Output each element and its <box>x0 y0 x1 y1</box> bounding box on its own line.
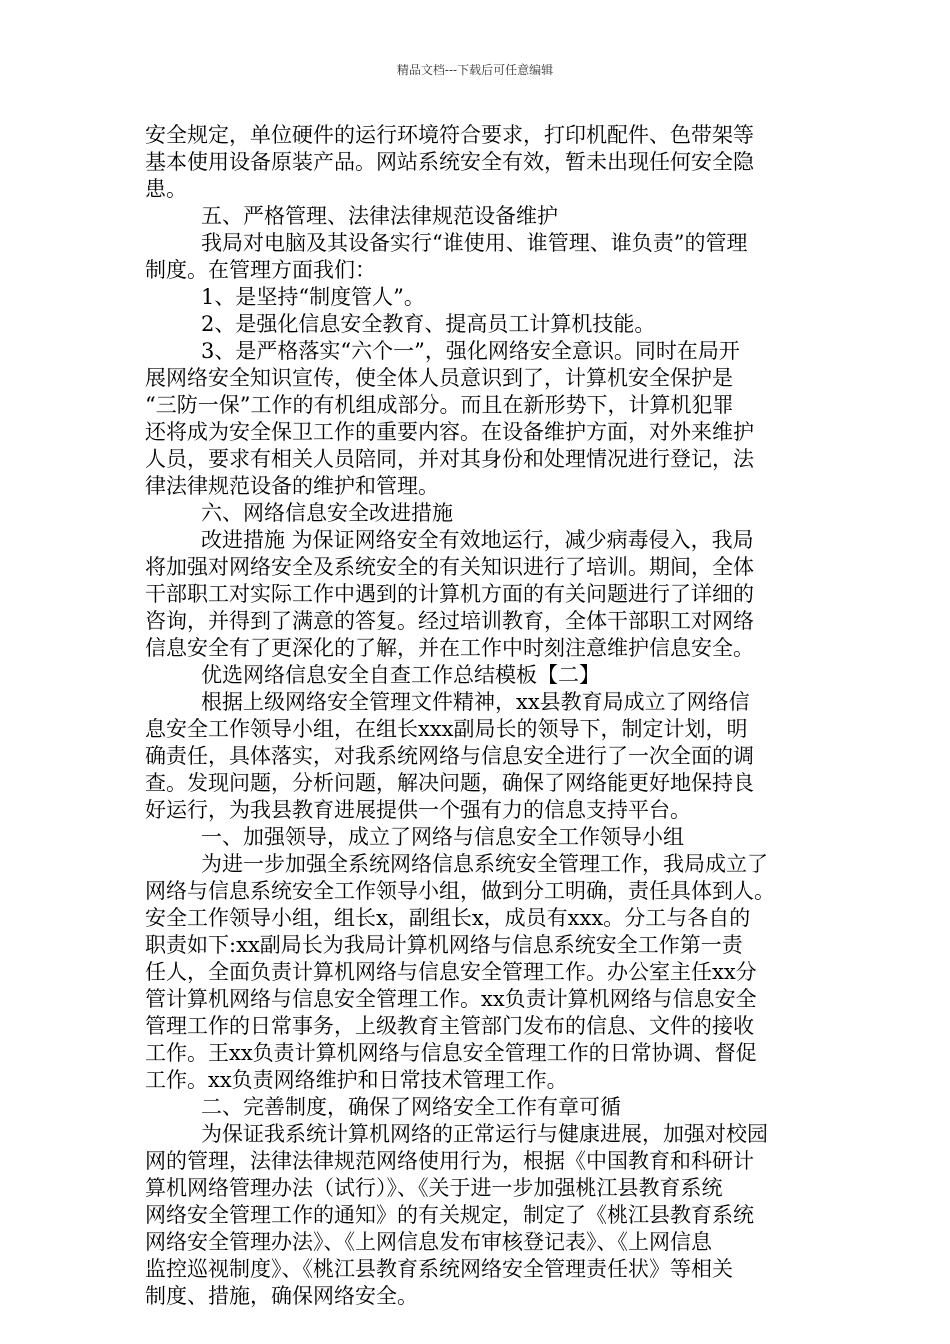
page-header: 精品文档---下载后可任意编辑 <box>396 63 554 77</box>
text-line: 工作。王xx负责计算机网络与信息安全管理工作的日常协调、督促 <box>145 1041 757 1065</box>
text-line: 五、严格管理、法律法律规范设备维护 <box>201 204 558 228</box>
text-line: 律法律规范设备的维护和管理。 <box>145 474 439 498</box>
text-line: 优选网络信息安全自查工作总结模板【二】 <box>201 663 600 687</box>
text-line: 我局对电脑及其设备实行“谁使用、谁管理、谁负责”的管理 <box>201 231 748 255</box>
text-line: 患。 <box>145 177 187 201</box>
text-line: 制度。在管理方面我们： <box>145 258 376 282</box>
text-line: 3、是严格落实“六个一”，强化网络安全意识。同时在局开 <box>201 339 740 363</box>
text-line: 管计算机网络与信息安全管理工作。xx负责计算机网络与信息安全 <box>145 987 757 1011</box>
text-line: 工作。xx负责网络维护和日常技术管理工作。 <box>145 1068 568 1092</box>
text-line: 安全规定，单位硬件的运行环境符合要求，打印机配件、色带架等 <box>145 123 754 147</box>
text-line: 2、是强化信息安全教育、提高员工计算机技能。 <box>201 312 656 336</box>
text-line: 改进措施 为保证网络安全有效地运行，减少病毒侵入，我局 <box>201 528 754 552</box>
text-line: 基本使用设备原装产品。网站系统安全有效，暂未出现任何安全隐 <box>145 150 754 174</box>
text-line: 六、网络信息安全改进措施 <box>201 501 453 525</box>
text-line: 管理工作的日常事务，上级教育主管部门发布的信息、文件的接收 <box>145 1014 754 1038</box>
text-line: 根据上级网络安全管理文件精神，xx县教育局成立了网络信 <box>201 690 750 714</box>
text-line: 职责如下:xx副局长为我局计算机网络与信息系统安全工作第一责 <box>145 933 743 957</box>
text-line: 一、加强领导，成立了网络与信息安全工作领导小组 <box>201 825 684 849</box>
text-line: 干部职工对实际工作中遇到的计算机方面的有关问题进行了详细的 <box>145 582 754 606</box>
text-line: 好运行，为我县教育进展提供一个强有力的信息支持平台。 <box>145 798 691 822</box>
text-line: 还将成为安全保卫工作的重要内容。在设备维护方面，对外来维护 <box>145 420 754 444</box>
text-line: “三防一保”工作的有机组成部分。而且在新形势下，计算机犯罪 <box>145 393 734 417</box>
document-body <box>145 122 807 1310</box>
text-line: 人员，要求有相关人员陪同，并对其身份和处理情况进行登记，法 <box>145 447 754 471</box>
text-line: 确责任，具体落实，对我系统网络与信息安全进行了一次全面的调 <box>145 744 754 768</box>
text-line: 将加强对网络安全及系统安全的有关知识进行了培训。期间，全体 <box>145 555 754 579</box>
text-line: 算机网络管理办法（试行）》、《关于进一步加强桃江县教育系统 <box>145 1176 723 1200</box>
text-line: 安全工作领导小组，组长x，副组长x，成员有xxx。分工与各自的 <box>145 906 751 930</box>
text-line: 网的管理，法律法律规范网络使用行为，根据《中国教育和科研计 <box>145 1149 754 1173</box>
text-line: 二、完善制度，确保了网络安全工作有章可循 <box>201 1095 621 1119</box>
text-line: 网络安全管理办法》、《上网信息发布审核登记表》、《上网信息 <box>145 1230 712 1254</box>
text-line: 息安全工作领导小组，在组长xxx副局长的领导下，制定计划，明 <box>145 717 748 741</box>
text-line: 为保证我系统计算机网络的正常运行与健康进展，加强对校园 <box>201 1122 768 1146</box>
text-line: 任人，全面负责计算机网络与信息安全管理工作。办公室主任xx分 <box>145 960 757 984</box>
text-line: 展网络安全知识宣传，使全体人员意识到了，计算机安全保护是 <box>145 366 733 390</box>
text-line: 查。发现问题，分析问题，解决问题，确保了网络能更好地保持良 <box>145 771 754 795</box>
text-line: 制度、措施，确保网络安全。 <box>145 1284 418 1308</box>
text-line: 网络与信息系统安全工作领导小组，做到分工明确，责任具体到人。 <box>145 879 775 903</box>
text-line: 为进一步加强全系统网络信息系统安全管理工作，我局成立了 <box>201 852 768 876</box>
text-line: 咨询，并得到了满意的答复。经过培训教育，全体干部职工对网络 <box>145 609 754 633</box>
text-line: 网络安全管理工作的通知》的有关规定，制定了《桃江县教育系统 <box>145 1203 754 1227</box>
text-line: 信息安全有了更深化的了解，并在工作中时刻注意维护信息安全。 <box>145 636 754 660</box>
text-line: 监控巡视制度》、《桃江县教育系统网络安全管理责任状》等相关 <box>145 1257 733 1281</box>
text-line: 1、是坚持“制度管人”。 <box>201 285 425 309</box>
